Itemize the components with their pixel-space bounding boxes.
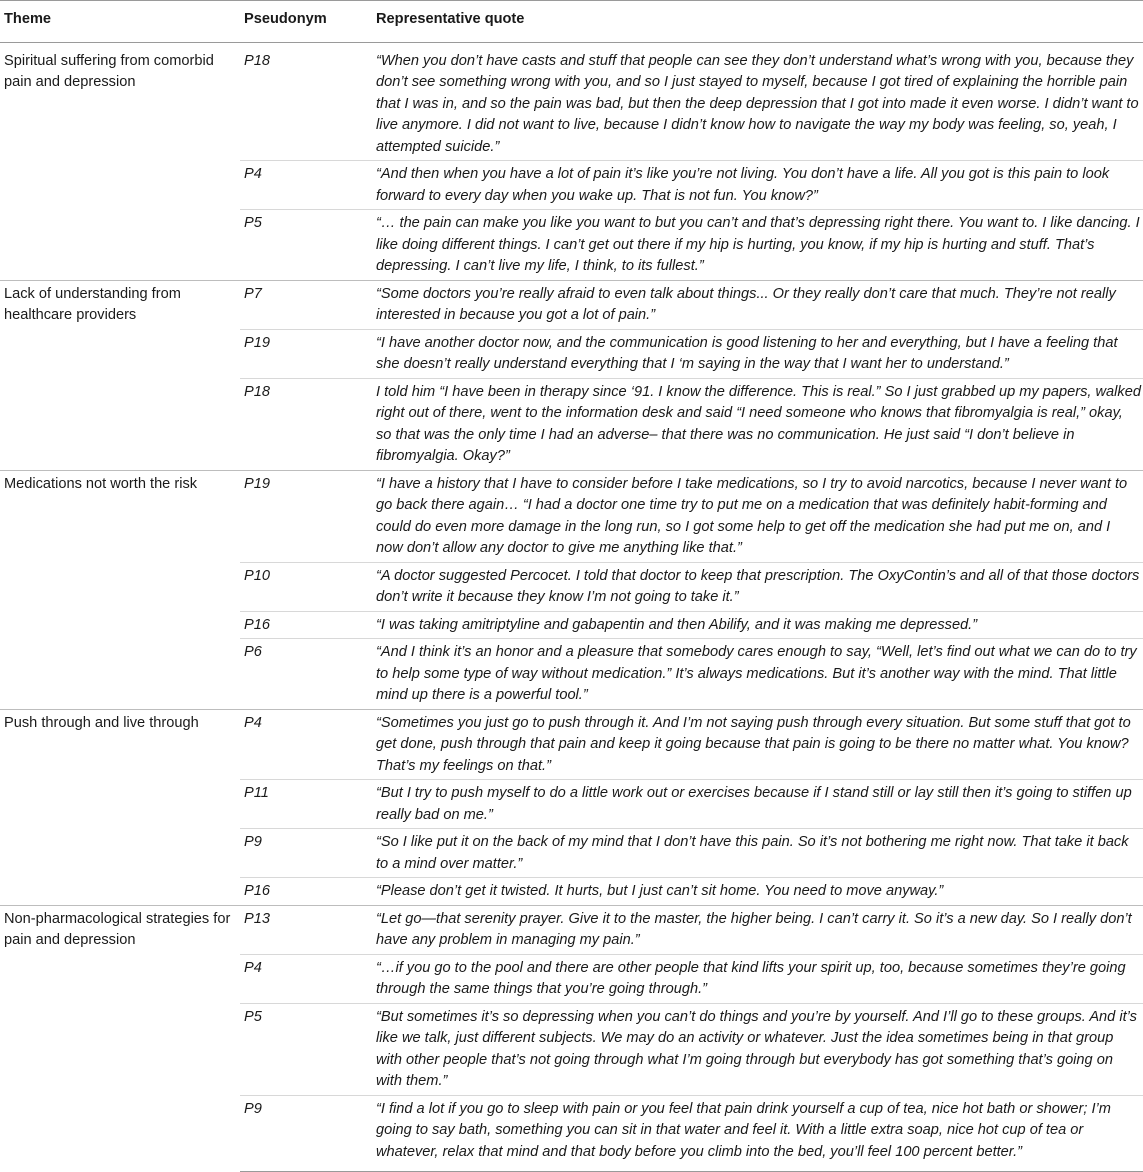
quote-cell: “And then when you have a lot of pain it’s like you’re not living. You don’t have a life. All you got is this pain to look forward to every day when you wake up. That is not fun. You know?” (372, 161, 1143, 210)
quote-cell: “Some doctors you’re really afraid to even talk about things... Or they really don’t care that much. They’re not really interested in because you got a lot of pain.” (372, 280, 1143, 329)
pseudonym-cell: P19 (240, 470, 372, 562)
pseudonym-cell: P9 (240, 829, 372, 878)
pseudonym-cell: P13 (240, 905, 372, 954)
table-row (0, 280, 1143, 329)
pseudonym-cell: P4 (240, 709, 372, 780)
theme-cell: Non-pharmacological strategies for pain and depression (0, 905, 240, 1172)
pseudonym-cell: P18 (240, 378, 372, 470)
header-theme: Theme (0, 1, 240, 43)
table-row (0, 905, 1143, 954)
pseudonym-cell: P18 (244, 52, 270, 69)
pseudonym-cell: P7 (240, 280, 372, 329)
header-quote: Representative quote (372, 1, 1143, 43)
quote-cell: “So I like put it on the back of my mind that I don’t have this pain. So it’s not bothering me right now. That take it back to a mind over matter.” (372, 829, 1143, 878)
quote-cell: “Please don’t get it twisted. It hurts, but I just can’t sit home. You need to move anyway.” (372, 878, 1143, 906)
header-pseudonym: Pseudonym (240, 1, 372, 43)
pseudonym-cell: P5 (240, 1003, 372, 1095)
pseudonym-cell: P16 (240, 611, 372, 639)
header-row (0, 1, 1143, 43)
quote-cell: “I have a history that I have to consider before I take medications, so I try to avoid narcotics, because I never want to go back there again… “I had a doctor one time try to put me on a medication that was definitely habit-forming and could do even more damage in the long run, so I got some help to get off the medication she had put me on, and I now don’t allow any doctor to give me anything like that.” (372, 470, 1143, 562)
pseudonym-cell: P9 (240, 1095, 372, 1172)
pseudonym-cell: P16 (240, 878, 372, 906)
pseudonym-cell: P4 (240, 954, 372, 1003)
pseudonym-cell: P6 (240, 639, 372, 710)
quote-cell: I told him “I have been in therapy since ‘91. I know the difference. This is real.” So I just grabbed up my papers, walked right out of there, went to the information desk and said “I need someone who knows that fibromyalgia is real,” okay, so that was the only time I had an adverse– that there was no communication. He just said “I don’t believe in fibromyalgia. Okay?” (372, 378, 1143, 470)
pseudonym-cell: P11 (240, 780, 372, 829)
quote-cell: “I was taking amitriptyline and gabapentin and then Abilify, and it was making me depressed.” (372, 611, 1143, 639)
quote-cell: “When you don’t have casts and stuff that people can see they don’t understand what’s wrong with you, because they don’t see something wrong with you, and so I just stayed to myself, because I got tired of explaining the horrible pain that I was in, and so the pain was bad, but then the deep depression that I got into made it even worse. I didn’t want to live anymore. I did not want to live, because I didn’t know how to navigate the way my body was feeling, so, yeah, I attempted suicide.” (376, 52, 1139, 155)
table-row (0, 709, 1143, 780)
quote-cell: “Let go—that serenity prayer. Give it to the master, the higher being. I can’t carry it. So it’s a new day. So I really don’t have any problem in managing my pain.” (372, 905, 1143, 954)
quote-cell: “And I think it’s an honor and a pleasure that somebody cares enough to say, “Well, let’s find out what we can do to try to help some type of way without medication.” It’s always medications. But it’s another way with the mind. That little mind up there is a powerful tool.” (372, 639, 1143, 710)
pseudonym-cell: P10 (240, 562, 372, 611)
quote-cell: “I have another doctor now, and the communication is good listening to her and everything, but I have a feeling that she doesn’t really understand everything that I ‘m saying in the way that I want her to understand.” (372, 329, 1143, 378)
pseudonym-cell: P5 (240, 210, 372, 281)
quote-cell: “… the pain can make you like you want to but you can’t and that’s depressing right there. You want to. I like dancing. I like doing different things. I can’t get out there if my hip is hurting, you know, if my hip is hurting and stuff. That’s depressing. I can’t live my life, I think, to its fullest.” (372, 210, 1143, 281)
quote-cell: “But sometimes it’s so depressing when you can’t do things and you’re by yourself. And I’ll go to these groups. And it’s like we talk, just different subjects. We may do an activity or whatever. Just the idea sometimes being in that group with other people that’s not going through what I’m going through but everybody has got something that’s going on with them.” (372, 1003, 1143, 1095)
theme-cell: Push through and live through (0, 709, 240, 905)
theme-cell: Lack of understanding from healthcare providers (0, 280, 240, 470)
pseudonym-cell: P4 (240, 161, 372, 210)
theme-cell: Medications not worth the risk (0, 470, 240, 709)
table-row (0, 470, 1143, 562)
theme-cell: Spiritual suffering from comorbid pain and depression (0, 42, 240, 280)
quote-cell: “…if you go to the pool and there are other people that kind lifts your spirit up, too, because sometimes they’re going through the same things that you’re going through.” (372, 954, 1143, 1003)
quote-cell: “A doctor suggested Percocet. I told that doctor to keep that prescription. The OxyContin’s and all of that those doctors don’t write it because they know I’m not going to take it.” (372, 562, 1143, 611)
quote-cell: “I find a lot if you go to sleep with pain or you feel that pain drink yourself a cup of tea, nice hot bath or shower; I’m going to say bath, something you can sit in that water and feel it. With a little extra soap, nice hot cup of tea or whatever, relax that mind and that body before you climb into the bed, you’ll feel 100 percent better.” (372, 1095, 1143, 1172)
table-row (0, 42, 1143, 161)
quote-cell: “Sometimes you just go to push through it. And I’m not saying push through every situation. But some stuff that got to get done, push through that pain and keep it going because that pain is going to be there no matter what. You know? That’s my feelings on that.” (372, 709, 1143, 780)
quote-cell: “But I try to push myself to do a little work out or exercises because if I stand still or lay still then it’s going to stiffen up really bad on me.” (372, 780, 1143, 829)
pseudonym-cell: P19 (240, 329, 372, 378)
